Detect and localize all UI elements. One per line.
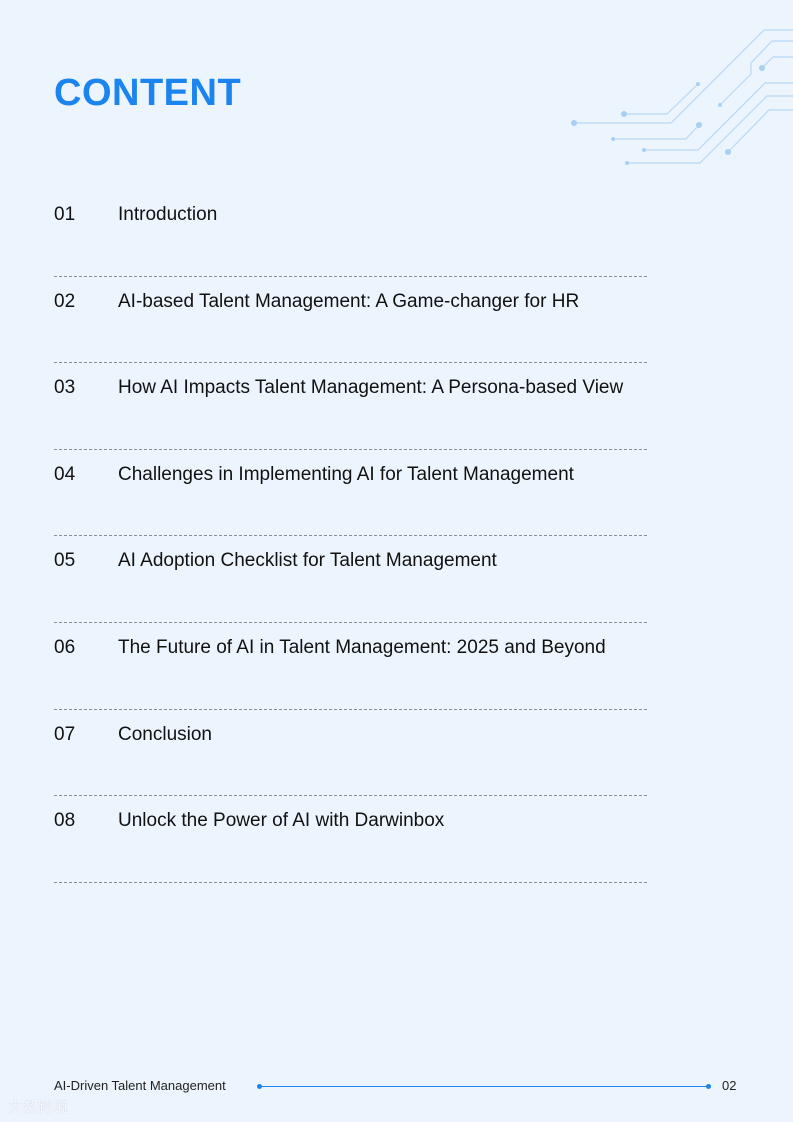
toc-item[interactable] — [54, 796, 647, 883]
toc-label: AI Adoption Checklist for Talent Management — [118, 550, 497, 572]
toc-label: Introduction — [118, 204, 218, 225]
watermark-logo: 大数跨境 — [8, 1099, 69, 1116]
footer-divider — [259, 1086, 709, 1087]
toc-number: 03 — [54, 377, 76, 399]
toc-number: 01 — [54, 204, 76, 225]
toc-label: How AI Impacts Talent Management: A Persona-based View — [118, 377, 624, 399]
page-number: 02 — [722, 1078, 737, 1093]
footer-doc-title: AI-Driven Talent Management — [54, 1078, 226, 1093]
toc-item[interactable] — [54, 363, 647, 450]
toc-number: 07 — [54, 723, 76, 745]
toc-item[interactable] — [54, 536, 647, 623]
footer-line-end-dot — [706, 1084, 711, 1089]
toc-number: 02 — [54, 290, 76, 312]
page-title: CONTENT — [54, 72, 242, 114]
toc-number: 04 — [54, 463, 76, 485]
toc-label: Challenges in Implementing AI for Talent Management — [118, 463, 574, 485]
toc-item[interactable] — [54, 190, 647, 277]
table-of-contents — [54, 190, 647, 883]
toc-number: 08 — [54, 810, 76, 832]
toc-item[interactable] — [54, 623, 647, 710]
toc-label: The Future of AI in Talent Management: 2025 and Beyond — [118, 636, 606, 658]
toc-item[interactable] — [54, 710, 647, 797]
toc-label: Conclusion — [118, 723, 212, 745]
toc-label: AI-based Talent Management: A Game-changer for HR — [118, 290, 580, 312]
toc-label: Unlock the Power of AI with Darwinbox — [118, 810, 445, 832]
toc-item[interactable] — [54, 277, 647, 364]
toc-item[interactable] — [54, 450, 647, 537]
toc-number: 06 — [54, 636, 76, 658]
toc-number: 05 — [54, 550, 76, 572]
